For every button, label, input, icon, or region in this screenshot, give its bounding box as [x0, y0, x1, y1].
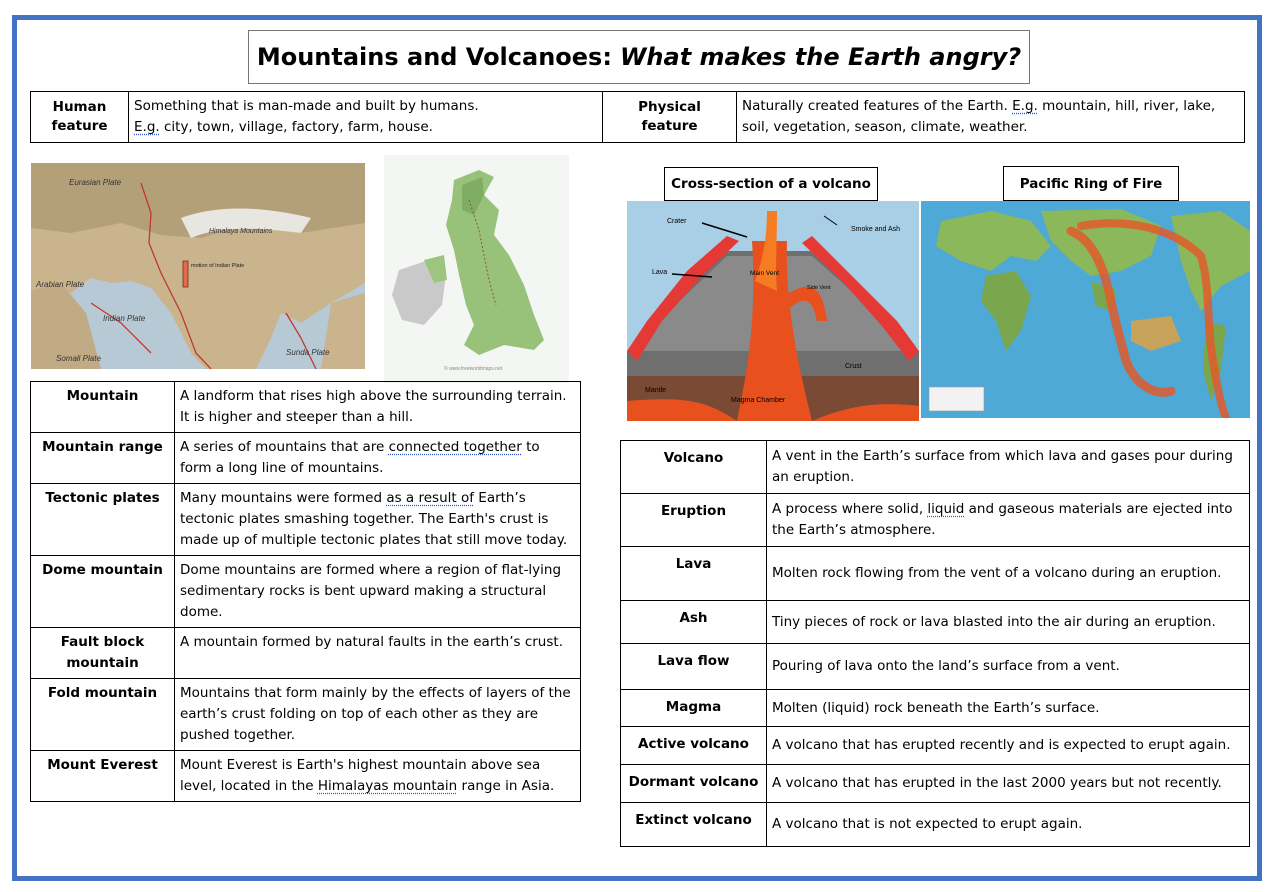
definition-dome-mountain: Dome mountains are formed where a region of flat-lying sedimentary rocks is bent upward making a structural dome. [175, 556, 581, 628]
ring-of-fire-heading: Pacific Ring of Fire [1003, 166, 1179, 201]
volcano-label-crust: Crust [845, 363, 862, 370]
definition-magma: Molten (liquid) rock beneath the Earth’s surface. [767, 690, 1250, 727]
def-part: A series of mountains that are [180, 439, 389, 455]
def-underlined: as a result of [386, 490, 474, 506]
definition-mount-everest [175, 751, 581, 802]
term-mountain-range: Mountain range [31, 433, 175, 484]
feature-definitions-table [30, 91, 1245, 143]
term-active-volcano: Active volcano [621, 727, 767, 765]
table-row [621, 547, 1250, 601]
label-somali: Somali Plate [56, 354, 101, 363]
term-dome-mountain: Dome mountain [31, 556, 175, 628]
table-row [621, 690, 1250, 727]
label-eurasian: Eurasian Plate [69, 178, 122, 187]
definition-active-volcano: A volcano that has erupted recently and is expected to erupt again. [767, 727, 1250, 765]
volcano-section-heading: Cross-section of a volcano [664, 167, 878, 201]
label-sunda: Sunda Plate [286, 348, 330, 357]
label-arabian: Arabian Plate [36, 280, 85, 289]
term-mount-everest: Mount Everest [31, 751, 175, 802]
volcano-label-mantle: Mantle [645, 387, 667, 394]
volcano-label-main-vent: Main Vent [750, 270, 779, 277]
table-row [31, 433, 581, 484]
ring-of-fire-map [921, 201, 1250, 418]
volcano-cross-section-diagram [627, 201, 919, 421]
mountain-terms-table [30, 381, 581, 802]
def-part: and gaseous materials are ejected into the Earth’s atmosphere. [772, 501, 1233, 538]
definition-lava-flow: Pouring of lava onto the land’s surface from a vent. [767, 644, 1250, 690]
physical-feature-term: Physical feature [603, 92, 737, 143]
himalaya-plates-map [31, 163, 365, 369]
term-fold-mountain: Fold mountain [31, 679, 175, 751]
volcano-label-lava: Lava [652, 269, 668, 276]
physical-def-text: Naturally created features of the Earth. [742, 98, 1013, 114]
table-row [621, 765, 1250, 803]
table-row [31, 382, 581, 433]
definition-fault-block-mountain: A mountain formed by natural faults in the earth’s crust. [175, 628, 581, 679]
def-underlined: connected together [388, 439, 522, 455]
definition-volcano: A vent in the Earth’s surface from which lava and gases pour during an eruption. [767, 441, 1250, 494]
uk-relief-map [384, 155, 569, 383]
table-row [621, 803, 1250, 847]
term-volcano: Volcano [621, 441, 767, 494]
volcano-label-smoke: Smoke and Ash [851, 226, 901, 233]
human-eg: E.g. [134, 119, 160, 135]
table-row [31, 628, 581, 679]
def-part: range in Asia. [457, 778, 555, 794]
label-himalaya: Himalaya Mountains [209, 228, 273, 235]
term-fault-block-mountain: Fault block mountain [31, 628, 175, 679]
physical-eg: E.g. [1012, 98, 1038, 114]
definition-tectonic-plates [175, 484, 581, 556]
feature-row [31, 92, 1245, 143]
table-row [31, 556, 581, 628]
table-row [31, 484, 581, 556]
def-part: Mount Everest is Earth's highest mountain above sea level, located in the [180, 757, 541, 794]
volcano-label-crater: Crater [667, 218, 687, 225]
human-feature-term: Human feature [31, 92, 129, 143]
term-eruption: Eruption [621, 494, 767, 547]
term-extinct-volcano: Extinct volcano [621, 803, 767, 847]
human-feature-definition [129, 92, 603, 143]
title-question: What makes the Earth angry? [619, 43, 1022, 71]
term-mountain: Mountain [31, 382, 175, 433]
page-title [248, 30, 1030, 84]
term-ash: Ash [621, 601, 767, 644]
definition-extinct-volcano: A volcano that is not expected to erupt again. [767, 803, 1250, 847]
table-row [31, 751, 581, 802]
table-row [621, 494, 1250, 547]
table-row [621, 727, 1250, 765]
volcano-label-side-vent: Side Vent [807, 285, 831, 291]
definition-ash: Tiny pieces of rock or lava blasted into the air during an eruption. [767, 601, 1250, 644]
definition-lava: Molten rock flowing from the vent of a volcano during an eruption. [767, 547, 1250, 601]
def-part: Many mountains were formed [180, 490, 387, 506]
term-lava-flow: Lava flow [621, 644, 767, 690]
def-part: A process where solid, [772, 501, 928, 517]
term-magma: Magma [621, 690, 767, 727]
title-main: Mountains and Volcanoes: [256, 43, 612, 71]
term-tectonic-plates: Tectonic plates [31, 484, 175, 556]
definition-mountain: A landform that rises high above the surrounding terrain. It is higher and steeper than a hill. [175, 382, 581, 433]
human-examples: city, town, village, factory, farm, house. [159, 119, 433, 135]
label-motion: motion of Indian Plate [191, 263, 245, 269]
table-row [31, 679, 581, 751]
definition-fold-mountain: Mountains that form mainly by the effects of layers of the earth’s crust folding on top of each other as they are pushed together. [175, 679, 581, 751]
volcano-label-magma: Magma Chamber [731, 397, 786, 404]
definition-eruption [767, 494, 1250, 547]
term-lava: Lava [621, 547, 767, 601]
term-dormant-volcano: Dormant volcano [621, 765, 767, 803]
physical-feature-definition [737, 92, 1245, 143]
volcano-terms-table [620, 440, 1250, 847]
definition-mountain-range [175, 433, 581, 484]
physical-examples: mountain, hill, river, lake, soil, vegetation, season, climate, weather. [742, 98, 1216, 135]
table-row [621, 441, 1250, 494]
def-underlined: liquid [927, 501, 965, 517]
human-def-text: Something that is man-made and built by humans. [134, 98, 479, 114]
def-underlined: Himalayas mountain [317, 778, 458, 794]
definition-dormant-volcano: A volcano that has erupted in the last 2000 years but not recently. [767, 765, 1250, 803]
label-indian: Indian Plate [103, 314, 146, 323]
def-part: to form a long line of mountains. [180, 439, 540, 476]
table-row [621, 644, 1250, 690]
uk-map-watermark: © www.freeworldmaps.net [444, 366, 503, 372]
def-part: Earth’s tectonic plates smashing together. The Earth's crust is made up of multiple tectonic plates that still move today. [180, 490, 568, 548]
table-row [621, 601, 1250, 644]
